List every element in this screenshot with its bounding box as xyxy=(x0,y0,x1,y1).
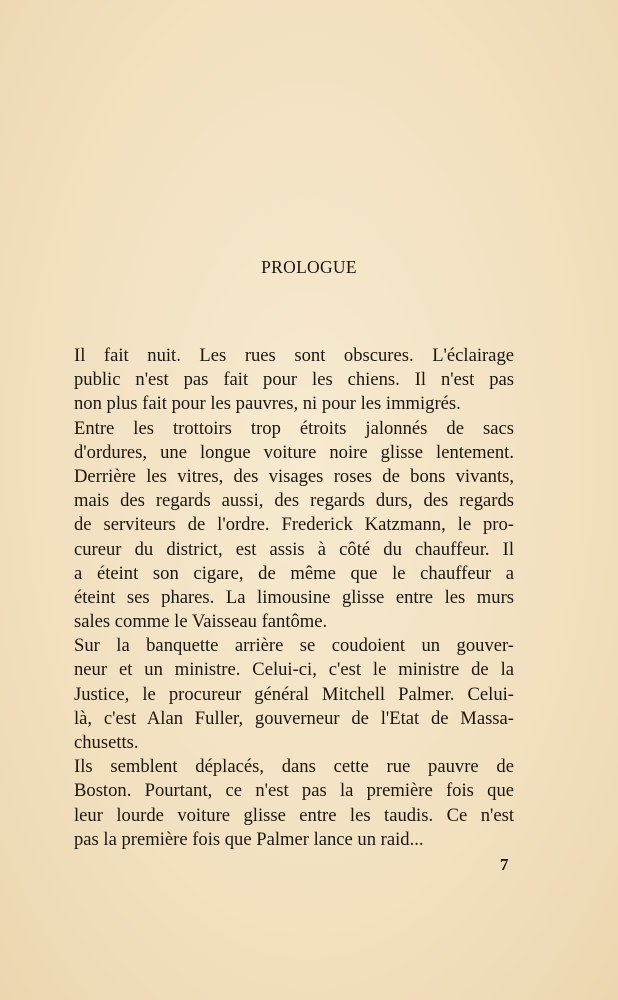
text-line: sales comme le Vaisseau fantôme. xyxy=(74,611,328,633)
text-line: cureur du district, est assis à côté du chauffeur. Il xyxy=(74,538,514,560)
text-line: Boston. Pourtant, ce n'est pas la première fois que xyxy=(74,780,514,802)
chapter-title: PROLOGUE xyxy=(261,257,357,277)
text-line: non plus fait pour les pauvres, ni pour les immigrés. xyxy=(74,393,461,415)
body-text xyxy=(74,344,514,852)
text-line: Justice, le procureur général Mitchell Palmer. Celui- xyxy=(74,683,514,705)
text-line: Entre les trottoirs trop étroits jalonnés de sacs xyxy=(74,417,514,439)
text-line: d'ordures, une longue voiture noire glisse lentement. xyxy=(74,441,514,463)
text-line: neur et un ministre. Celui-ci, c'est le ministre de la xyxy=(74,659,514,681)
text-line: a éteint son cigare, de même que le chauffeur a xyxy=(74,562,514,584)
text-line: là, c'est Alan Fuller, gouverneur de l'Etat de Massa- xyxy=(74,707,514,729)
text-line: Ils semblent déplacés, dans cette rue pauvre de xyxy=(74,756,514,778)
text-line: leur lourde voiture glisse entre les taudis. Ce n'est xyxy=(74,804,514,826)
text-line: Sur la banquette arrière se coudoient un gouver- xyxy=(74,635,514,657)
text-line: mais des regards aussi, des regards durs, des regards xyxy=(74,490,514,512)
text-line: de serviteurs de l'ordre. Frederick Katzmann, le pro- xyxy=(74,514,514,536)
text-line: public n'est pas fait pour les chiens. Il n'est pas xyxy=(74,369,514,391)
text-line: éteint ses phares. La limousine glisse entre les murs xyxy=(74,586,514,608)
page-number: 7 xyxy=(500,855,509,874)
text-line: Derrière les vitres, des visages roses de bons vivants, xyxy=(74,465,514,487)
text-line: pas la première fois que Palmer lance un raid... xyxy=(74,828,424,850)
text-line: chusetts. xyxy=(74,732,139,753)
text-line: Il fait nuit. Les rues sont obscures. L'éclairage xyxy=(74,345,514,366)
